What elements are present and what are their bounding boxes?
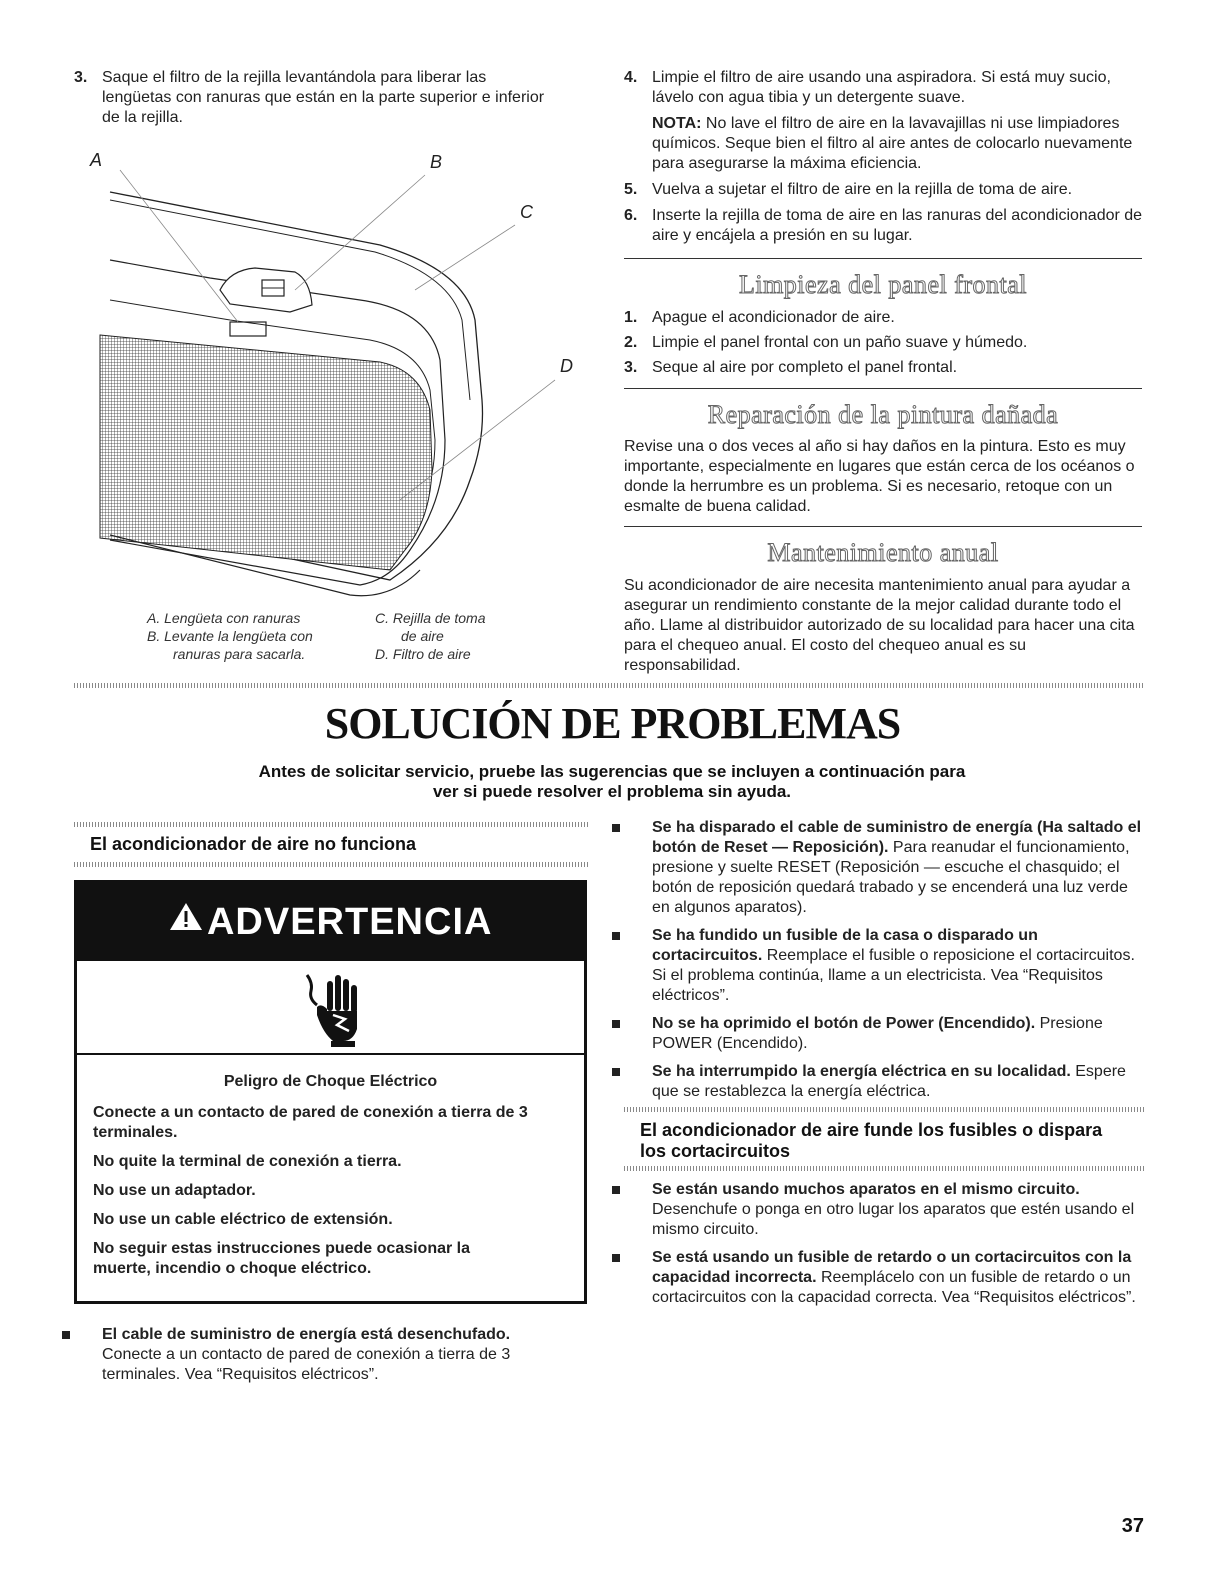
figure-label-b: B — [430, 152, 443, 172]
bullet-text: Reemplácelo con un fusible de retardo o un cortacircuitos con la capacidad correcta. Vea “Requisitos eléctricos”. — [652, 1269, 1136, 1306]
warning-line: No quite la terminal de conexión a tierra. — [93, 1153, 402, 1170]
note-label: NOTA: — [652, 115, 702, 132]
bullet-square-icon — [612, 1068, 620, 1076]
bullet-square-icon — [612, 932, 620, 940]
bullet-text: Conecte a un contacto de pared de conexión a tierra de 3 terminales. Vea “Requisitos eléctricos”. — [102, 1346, 511, 1383]
warning-box — [74, 880, 587, 1304]
warning-divider — [77, 1053, 584, 1055]
step-text: Vuelva a sujetar el filtro de aire en la rejilla de toma de aire. — [652, 181, 1073, 198]
hazard-title: Peligro de Choque Eléctrico — [223, 1073, 438, 1090]
figure-label-d: D — [560, 356, 573, 376]
bullet-square-icon — [612, 824, 620, 832]
caption-d: D. Filtro de aire — [375, 646, 471, 662]
right-top-column — [624, 68, 1144, 252]
step-number: 3. — [74, 69, 88, 86]
filter-figure — [90, 140, 590, 610]
section-title-annual: Mantenimiento anual — [767, 538, 999, 567]
dotted-separator — [74, 683, 1144, 688]
intro-line-1: Antes de solicitar servicio, pruebe las sugerencias que se incluyen a continuación para — [258, 762, 966, 781]
warning-triangle-icon — [169, 901, 203, 936]
list-item — [608, 1248, 1148, 1308]
section-title-paint: Reparación de la pintura dañada — [707, 400, 1059, 429]
bullet-text: Espere que se restablezca la energía eléctrica. — [652, 1063, 1126, 1100]
caption-c1: C. Rejilla de toma — [375, 610, 486, 626]
list-item — [608, 926, 1148, 1006]
step-text: Limpie el panel frontal con un paño suave y húmedo. — [652, 334, 1028, 351]
warning-line: No seguir estas instrucciones puede ocasionar la muerte, incendio o choque eléctrico. — [93, 1240, 471, 1277]
bullet-square-icon — [612, 1186, 620, 1194]
caption-c2: de aire — [401, 628, 444, 644]
air-filter-illustration — [90, 140, 590, 610]
bullet-square-icon — [612, 1020, 620, 1028]
page-number: 37 — [1121, 1515, 1144, 1537]
page-title: SOLUCIÓN DE PROBLEMAS — [324, 699, 901, 748]
warning-line: Conecte a un contacto de pared de conexión a tierra de 3 terminales. — [93, 1104, 528, 1141]
dotted-separator — [74, 862, 590, 867]
right-bullets — [608, 818, 1148, 1110]
step-number: 3. — [624, 359, 638, 376]
bullet-bold: Se está usando un fusible de retardo o un cortacircuitos con la capacidad incorrecta. — [652, 1249, 1132, 1286]
caption-a: A. Lengüeta con ranuras — [147, 610, 301, 626]
divider — [624, 388, 1142, 389]
bullet-bold: Se ha fundido un fusible de la casa o disparado un cortacircuitos. — [652, 927, 1038, 964]
dotted-separator — [74, 822, 590, 827]
bullet-bold: Se están usando muchos aparatos en el mismo circuito. — [652, 1181, 1080, 1198]
caption-b1: B. Levante la lengüeta con — [147, 628, 313, 644]
divider — [624, 258, 1142, 259]
bullet-square-icon — [612, 1254, 620, 1262]
list-item — [58, 1325, 558, 1385]
step-text: Saque el filtro de la rejilla levantándola para liberar las lengüetas con ranuras que están en la parte superior e inferior de la rejilla. — [102, 69, 545, 126]
warning-banner — [77, 883, 584, 961]
bullet-bold: El cable de suministro de energía está desenchufado. — [102, 1326, 511, 1343]
paint-paragraph: Revise una o dos veces al año si hay daños en la pintura. Esto es muy importante, especialmente en lugares que están cerca de los océanos o donde la herrumbre es un problema. Si es necesario, retoque con un esmalte de buena calidad. — [624, 438, 1135, 515]
front-panel-steps — [624, 308, 1144, 383]
bullet-text: Presione POWER (Encendido). — [652, 1015, 1103, 1052]
bullet-text: Para reanudar el funcionamiento, presione y suelte RESET (Reposición — escuche el chasquido; el botón de reposición quedará trabado y se encenderá una luz verde en algunos aparatos). — [652, 839, 1130, 916]
list-item — [608, 818, 1148, 918]
section-heading-fuses: El acondicionador de aire funde los fusibles o dispara los cortacircuitos — [640, 1120, 1103, 1161]
note — [624, 114, 1144, 174]
step-text: Seque al aire por completo el panel frontal. — [652, 359, 958, 376]
figure-label-a: A — [90, 150, 103, 170]
warning-line: No use un cable eléctrico de extensión. — [93, 1211, 393, 1228]
step-text: Limpie el filtro de aire usando una aspiradora. Si está muy sucio, lávelo con agua tibia y un detergente suave. — [652, 69, 1111, 106]
step-3 — [74, 68, 554, 134]
dotted-separator — [624, 1166, 1144, 1171]
warning-line: No use un adaptador. — [93, 1182, 256, 1199]
bullet-text: Reemplace el fusible o reposicione el cortacircuitos. Si el problema continúa, llame a un electricista. Vea “Requisitos eléctricos”. — [652, 947, 1135, 1004]
bullet-text: Desenchufe o ponga en otro lugar los aparatos que estén usando el mismo circuito. — [652, 1201, 1135, 1238]
intro-text — [74, 762, 1150, 802]
left-bullets — [58, 1325, 558, 1393]
warning-banner-text: ADVERTENCIA — [206, 901, 493, 943]
caption-b2: ranuras para sacarla. — [173, 646, 306, 662]
note-text: No lave el filtro de aire en la lavavajillas ni use limpiadores químicos. Seque bien el filtro al aire antes de colocarlo nuevamente para asegurarse la máxima eficiencia. — [652, 115, 1133, 172]
warning-lines — [93, 1103, 573, 1279]
step-text: Apague el acondicionador de aire. — [652, 309, 895, 326]
figure-label-c: C — [520, 202, 533, 222]
step-number: 5. — [624, 181, 638, 198]
bullet-bold: No se ha oprimido el botón de Power (Encendido). — [652, 1015, 1036, 1032]
step-text: Inserte la rejilla de toma de aire en las ranuras del acondicionador de aire y encájela a presión en su lugar. — [652, 207, 1143, 244]
bullet-square-icon — [62, 1331, 70, 1339]
step-number: 4. — [624, 69, 638, 86]
annual-paragraph: Su acondicionador de aire necesita mantenimiento anual para ayudar a asegurar un rendimiento constante de la mejor calidad durante todo el año. Llame al distribuidor autorizado de su localidad para hacer una cita para el chequeo anual. El costo del chequeo anual es su responsabilidad. — [624, 577, 1135, 674]
step-number: 6. — [624, 207, 638, 224]
intro-line-2: ver si puede resolver el problema sin ayuda. — [432, 782, 792, 801]
list-item — [608, 1014, 1148, 1054]
shock-hazard-icon — [303, 971, 367, 1054]
section-heading-not-working: El acondicionador de aire no funciona — [90, 834, 417, 854]
bullet-bold: Se ha disparado el cable de suministro de energía (Ha saltado el botón de Reset — Reposición). — [652, 819, 1142, 856]
fuse-bullets — [608, 1180, 1148, 1316]
step-number: 2. — [624, 334, 638, 351]
list-item — [608, 1180, 1148, 1240]
dotted-separator — [624, 1107, 1144, 1112]
bullet-bold: Se ha interrumpido la energía eléctrica en su localidad. — [652, 1063, 1071, 1080]
divider — [624, 526, 1142, 527]
step-number: 1. — [624, 309, 638, 326]
list-item — [608, 1062, 1148, 1102]
section-title-front-panel: Limpieza del panel frontal — [738, 270, 1028, 299]
